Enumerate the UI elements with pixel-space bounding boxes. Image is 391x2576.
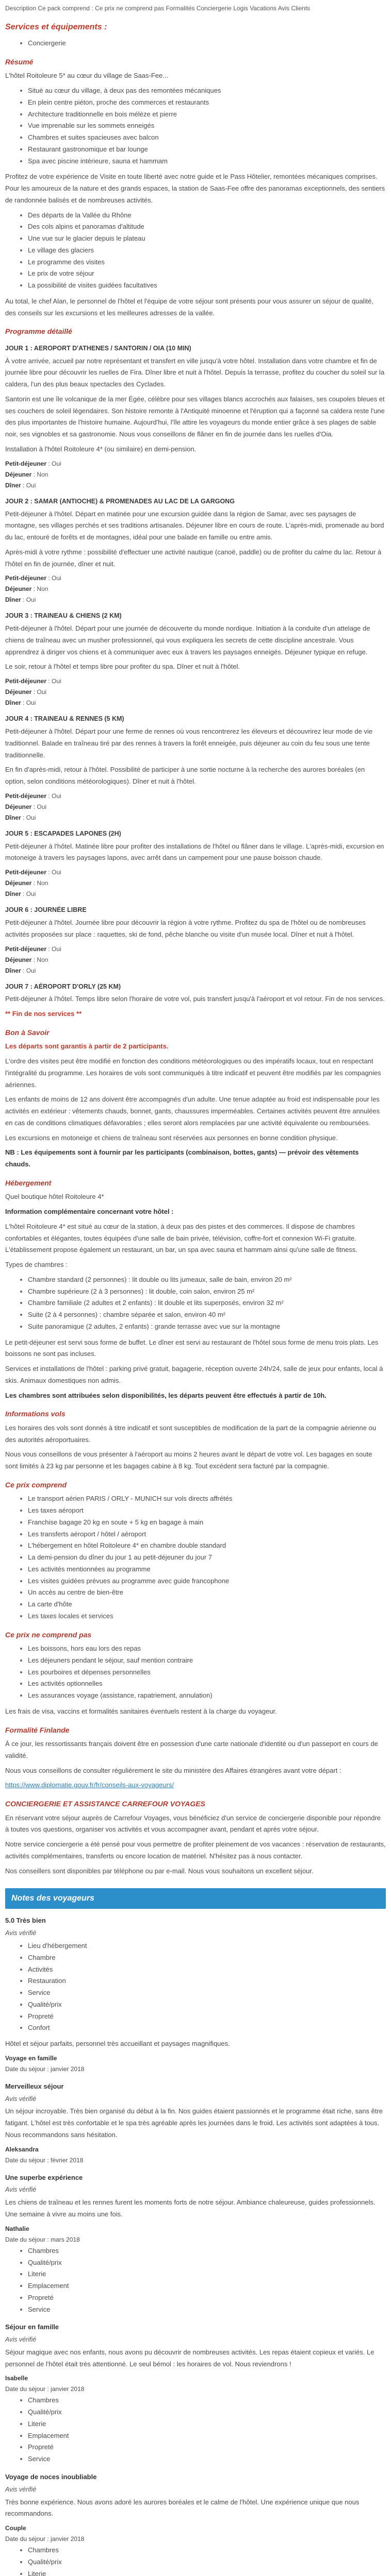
meta-value: Oui xyxy=(26,967,36,974)
list-item: • Les activités optionnelles xyxy=(28,1678,386,1690)
day-block xyxy=(5,343,386,491)
conciergerie-text: Notre service conciergerie a été pensé pour vous permettre de profiter pleinement de vos vacances : réservation de restaurants, activités complémentaires, transferts ou encore location de matériel. N'hésitez pas à nous contacter. xyxy=(5,1840,386,1860)
formalite-link[interactable] xyxy=(5,1780,386,1791)
list-item: • Spa avec piscine intérieure, sauna et hammam xyxy=(28,156,386,167)
meta-value: Oui xyxy=(26,699,36,707)
page xyxy=(5,0,386,2576)
meta-value: Oui xyxy=(26,481,36,489)
list-item: • Literie xyxy=(28,2268,386,2280)
prix-non-title: Ce prix ne comprend pas xyxy=(5,1630,92,1639)
list-item: • Le prix de votre séjour xyxy=(28,268,386,280)
day-meta: Déjeuner : Oui xyxy=(5,688,47,696)
services-list xyxy=(5,38,386,49)
list-item: • Le village des glaciers xyxy=(28,245,386,257)
day-text: Petit-déjeuner à l'hôtel. Départ en matinée pour une excursion guidée dans la région de Samar, avec ses paysages de montagne, ses villages perchés et ses traditions artisanales. Déjeuner libre en cours de route. L'après-midi, promenade au bord du lac, entouré de forêts et de montagnes, idéal pour une balade en famille ou entre amis. xyxy=(5,510,384,541)
day-text: Petit-déjeuner à l'hôtel. Journée libre pour découvrir la région à votre rythme. Profitez du spa de l'hôtel ou de nombreuses activités proposées sur place : raquettes, ski de fond, pêche blanche ou visite d'un musée local. Dîner et nuit à l'hôtel. xyxy=(5,919,366,938)
day-title: JOUR 3 : TRAINEAU & CHIENS (2 KM) xyxy=(5,612,122,620)
list-item: • Service xyxy=(28,2453,386,2465)
meta-value: Oui xyxy=(52,945,61,953)
meta-label: Petit-déjeuner xyxy=(5,574,47,582)
list-item: • Les taxes aéroport xyxy=(28,1505,386,1517)
meta-value: Oui xyxy=(52,792,61,800)
list-item: • Activités xyxy=(28,1964,386,1976)
diplomatie-link[interactable]: https://www.diplomatie.gouv.fr/fr/conseils-aux-voyageurs/ xyxy=(5,1781,174,1789)
info-text: Les horaires des vols sont donnés à titre indicatif et sont susceptibles de modification de la part de la compagnie aérienne ou des autorités aéroportuaires. xyxy=(5,1423,377,1444)
list-item: • Une vue sur le glacier depuis le plateau xyxy=(28,233,386,245)
review-sub: Avis vérifié xyxy=(5,2186,37,2194)
resume-list-2 xyxy=(5,210,386,292)
meta-value: Non xyxy=(37,879,48,887)
rooms-list xyxy=(5,1274,386,1333)
heb-text: L'hôtel Roitoleure 4* est situé au cœur de la station, à deux pas des pistes et des commerces. Il dispose de chambres confortables et élégantes, toutes équipées d'une salle de bain privée, télévision, coffre-fort et connexion Wi-Fi gratuite. L'établissement propose également un restaurant, un bar, un spa avec sauna et hammam ainsi qu'une salle de fitness. xyxy=(5,1222,357,1254)
review-criteria xyxy=(5,1940,386,2034)
meta-label: Petit-déjeuner xyxy=(5,677,47,685)
review-criteria xyxy=(5,2395,386,2465)
list-item: • Literie xyxy=(28,2418,386,2430)
review-text: Les chiens de traîneau et les rennes furent les moments forts de notre séjour. Ambiance chaleureuse, guides professionnels. Une semaine à vivre au moins une fois. xyxy=(5,2198,376,2218)
list-item: • Le transport aérien PARIS / ORLY - MUNICH sur vols directs affrétés xyxy=(28,1493,386,1505)
list-item: • Qualité/prix xyxy=(28,2257,386,2269)
prix-non-list xyxy=(5,1643,386,1702)
services-title: Services et équipements : xyxy=(5,23,107,31)
heb-text: Le petit-déjeuner est servi sous forme de buffet. Le dîner est servi au restaurant de l'hôtel sous forme de menu trois plats. Les boissons ne sont pas incluses. xyxy=(5,1338,379,1358)
list-item: • Les pourboires et dépenses personnelles xyxy=(28,1667,386,1679)
review-title: Merveilleux séjour xyxy=(5,2082,64,2090)
meta-value: Non xyxy=(37,470,48,478)
review-text: Hôtel et séjour parfaits, personnel très accueillant et paysages magnifiques. xyxy=(5,2040,230,2047)
list-item: • Chambre familiale (2 adultes et 2 enfants) : lit double et lits superposés, environ 32 m² xyxy=(28,1297,386,1309)
list-item: • Situé au cœur du village, à deux pas des remontées mécaniques xyxy=(28,85,386,97)
list-item: • Confort xyxy=(28,2022,386,2034)
prix-comprend-list xyxy=(5,1493,386,1622)
list-item: • Service xyxy=(28,1987,386,1999)
list-item: • Qualité/prix xyxy=(28,1999,386,2011)
list-item: • Emplacement xyxy=(28,2280,386,2292)
list-item: • Les assurances voyage (assistance, rapatriement, annulation) xyxy=(28,1690,386,1702)
list-item: • Des cols alpins et panoramas d'altitude xyxy=(28,221,386,233)
day-text: Petit-déjeuner à l'hôtel. Matinée libre pour profiter des installations de l'hôtel ou flâner dans le village. L'après-midi, excursion en motoneige à travers les paysages lapons, avec arrêt dans un campement pour une pause boisson chaude. xyxy=(5,842,384,862)
review-sub: Avis vérifié xyxy=(5,2336,37,2343)
review-block xyxy=(5,2081,386,2166)
bon-note: NB : Les équipements sont à fournir par les participants (combinaison, bottes, gants) — prévoir des vêtements chauds. xyxy=(5,1148,359,1168)
heb-note: Les chambres sont attribuées selon disponibilités, les départs peuvent être effectués à partir de 10h. xyxy=(5,1391,327,1399)
day-title: JOUR 6 : JOURNÉE LIBRE xyxy=(5,906,87,914)
meta-value: Oui xyxy=(26,814,36,821)
review-text: Séjour magique avec nos enfants, nous avons pu découvrir de nombreuses activités. Les repas étaient copieux et variés. Le personnel de l'hôtel était très attentionné. Le seul bémol : les horaires de vol. Nous reviendrons ! xyxy=(5,2348,374,2368)
day-title: JOUR 1 : AEROPORT D'ATHENES / SANTORIN / OIA (10 MIN) xyxy=(5,344,191,352)
day-title: JOUR 5 : ESCAPADES LAPONES (2H) xyxy=(5,829,121,837)
day-meta: Déjeuner : Non xyxy=(5,879,48,887)
meta-value: Oui xyxy=(52,460,61,467)
day-block xyxy=(5,611,386,708)
bon-title: Bon à Savoir xyxy=(5,1028,50,1037)
intro-line: Description Ce pack comprend : Ce prix ne comprend pas Formalités Conciergerie Logis Vacations Avis Clients xyxy=(5,5,311,12)
list-item: • Un accès au centre de bien-être xyxy=(28,1587,386,1599)
list-item: • L'hébergement en hôtel Roitoleure 4* en chambre double standard xyxy=(28,1540,386,1552)
programme-title: Programme détaillé xyxy=(5,327,72,336)
list-item: • Chambres xyxy=(28,2395,386,2406)
meta-value: Oui xyxy=(52,869,61,876)
end-note: ** Fin de nos services ** xyxy=(5,1010,82,1018)
list-item: • Chambre standard (2 personnes) : lit double ou lits jumeaux, salle de bain, environ 20 m² xyxy=(28,1274,386,1286)
list-item: • Chambres xyxy=(28,2545,386,2556)
review-text: Très bonne expérience. Nous avons adoré les aurores boréales et le calme de l'hôtel. Une expérience unique que nous recommandons. xyxy=(5,2498,360,2518)
list-item: • Restauration xyxy=(28,1975,386,1987)
day-meta: Dîner : Oui xyxy=(5,481,36,489)
day-title: JOUR 4 : TRAINEAU & RENNES (5 KM) xyxy=(5,715,124,723)
meta-label: Déjeuner xyxy=(5,956,32,963)
meta-label: Déjeuner xyxy=(5,585,32,593)
list-item: • La possibilité de visites guidées facultatives xyxy=(28,280,386,292)
meta-value: Oui xyxy=(52,677,61,685)
list-item: • Suite (2 à 4 personnes) : chambre séparée et salon, environ 40 m² xyxy=(28,1309,386,1321)
info-text: Nous vous conseillons de vous présenter à l'aéroport au moins 2 heures avant le départ de votre vol. Les bagages en soute sont limités à 23 kg par personne et les bagages cabine à 8 kg. Tout excédent sera facturé par la compagnie. xyxy=(5,1450,372,1470)
meta-label: Petit-déjeuner xyxy=(5,792,47,800)
meta-label: Dîner xyxy=(5,596,21,604)
list-item: • Propreté xyxy=(28,2292,386,2304)
list-item: • Le programme des visites xyxy=(28,257,386,268)
meta-label: Dîner xyxy=(5,890,21,898)
prix-comprend-title: Ce prix comprend xyxy=(5,1480,67,1489)
meta-label: Déjeuner xyxy=(5,879,32,887)
meta-label: Petit-déjeuner xyxy=(5,460,47,467)
info-title: Informations vols xyxy=(5,1410,66,1418)
day-text: Installation à l'hôtel Roitoleure 4* (ou similaire) en demi-pension. xyxy=(5,445,197,453)
meta-label: Déjeuner xyxy=(5,470,32,478)
day-meta: Dîner : Oui xyxy=(5,890,36,898)
resume-text: Profitez de votre expérience de Visite en toute liberté avec notre guide et le Pass Hôtelier, remontées mécaniques comprises. Pour les amoureux de la nature et des grands espaces, la station de Saas-Fee offre des panoramas exceptionnels, des sentiers de randonnée balisés et de nombreuses activités. xyxy=(5,173,385,204)
resume-text: L'hôtel Roitoleure 5* au cœur du village de Saas-Fee... xyxy=(5,72,169,80)
day-text: À votre arrivée, accueil par notre représentant et transfert en ville jusqu'à votre hôtel. Installation dans votre chambre et fin de journée libre pour découvrir les ruelles de Fira. Dîner libre et nuit à l'hôtel. Depuis la terrasse, profitez du coucher du soleil sur la caldera, l'un des plus beaux spectacles des Cyclades. xyxy=(5,357,385,388)
day-text: Après-midi à votre rythme : possibilité d'effectuer une activité nautique (canoë, paddle) ou de profiter du calme du lac. Retour à l'hôtel en fin de journée, dîner et nuit. xyxy=(5,548,382,568)
list-item: • Qualité/prix xyxy=(28,2556,386,2568)
list-item: • Architecture traditionnelle en bois mélèze et pierre xyxy=(28,109,386,121)
bon-text: Les enfants de moins de 12 ans doivent être accompagnés d'un adulte. Une tenue adaptée au froid est indispensable pour les activités en extérieur : vêtements chauds, bonnet, gants, chaussures imperméables. Certaines activités peuvent être annulées en cas de conditions climatiques défavorables ; elles seront alors remplacées par une activité équivalente ou remboursées. xyxy=(5,1095,380,1127)
day-meta: Petit-déjeuner : Oui xyxy=(5,677,61,685)
day-text: Petit-déjeuner à l'hôtel. Départ pour une journée de découverte du monde nordique. Initiation à la conduite d'un attelage de chiens de traîneau avec un musher professionnel, qui vous expliquera les secrets de cette discipline ancestrale. Vous apprendrez à diriger vos chiens et à communiquer avec eux à travers les paysages enneigés. Déjeuner typique en refuge. xyxy=(5,624,370,656)
list-item: • Chambre xyxy=(28,1952,386,1964)
review-title: Une superbe expérience xyxy=(5,2173,83,2181)
day-meta: Petit-déjeuner : Oui xyxy=(5,869,61,876)
day-text: Petit-déjeuner à l'hôtel. Départ pour une ferme de rennes où vous rencontrerez les éleveurs et découvrirez leur mode de vie traditionnel. Balade en traîneau tiré par des rennes à travers la forêt enneigée, puis déjeuner au coin du feu sous une tente traditionnelle. xyxy=(5,727,373,759)
list-item: • Lieu d'hébergement xyxy=(28,1940,386,1952)
meta-label: Dîner xyxy=(5,814,21,821)
list-item: • En plein centre piéton, proche des commerces et restaurants xyxy=(28,97,386,109)
day-text: Le soir, retour à l'hôtel et temps libre pour profiter du spa. Dîner et nuit à l'hôtel. xyxy=(5,663,240,671)
resume-list xyxy=(5,85,386,167)
review-block xyxy=(5,2471,386,2576)
day-meta: Dîner : Oui xyxy=(5,699,36,707)
review-text: Un séjour incroyable. Très bien organisé du début à la fin. Nos guides étaient passionnés et le programme était riche, sans être fatigant. L'hôtel est très confortable et le spa très agréable après les journées dans le froid. Les activités sont adaptées à tous. Nous recommandons sans hésitation. xyxy=(5,2107,383,2139)
day-meta: Dîner : Oui xyxy=(5,967,36,974)
day-meta: Petit-déjeuner : Oui xyxy=(5,574,61,582)
heb-text: Services et installations de l'hôtel : parking privé gratuit, bagagerie, réception ouverte 24h/24, salle de jeux pour enfants, local à skis. Animaux domestiques non admis. xyxy=(5,1365,383,1384)
list-item: • Les déjeuners pendant le séjour, sauf mention contraire xyxy=(28,1655,386,1667)
meta-label: Dîner xyxy=(5,481,21,489)
conciergerie-text: En réservant votre séjour auprès de Carrefour Voyages, vous bénéficiez d'un service de conciergerie disponible pour répondre à toutes vos questions, organiser vos activités et vous accompagner avant, pendant et après votre séjour. xyxy=(5,1814,381,1834)
review-author: Nathalie xyxy=(5,2225,29,2232)
meta-label: Déjeuner xyxy=(5,803,32,810)
heb-subtitle: Information complémentaire concernant votre hôtel : xyxy=(5,1208,174,1216)
conciergerie-text: Nos conseillers sont disponibles par téléphone ou par e-mail. Nous vous souhaitons un excellent séjour. xyxy=(5,1867,314,1875)
review-author: Isabelle xyxy=(5,2375,28,2382)
day-meta: Déjeuner : Oui xyxy=(5,803,47,810)
day-meta: Déjeuner : Non xyxy=(5,470,48,478)
day-meta: Petit-déjeuner : Oui xyxy=(5,792,61,800)
day-block xyxy=(5,905,386,976)
day-text: En fin d'après-midi, retour à l'hôtel. Possibilité de participer à une sortie nocturne à la recherche des aurores boréales (en option, selon conditions météorologiques). Dîner et nuit à l'hôtel. xyxy=(5,766,365,785)
meta-value: Non xyxy=(37,585,48,593)
review-sub: Avis vérifié xyxy=(5,1929,37,1937)
meta-value: Non xyxy=(37,956,48,963)
review-block xyxy=(5,2321,386,2465)
review-date: Date du séjour : mars 2018 xyxy=(5,2235,80,2243)
day-meta: Petit-déjeuner : Oui xyxy=(5,460,61,467)
meta-value: Oui xyxy=(37,803,47,810)
list-item: • Les activités mentionnées au programme xyxy=(28,1564,386,1575)
day-block xyxy=(5,714,386,823)
meta-label: Déjeuner xyxy=(5,688,32,696)
list-item: • Qualité/prix xyxy=(28,2406,386,2418)
review-date: Date du séjour : février 2018 xyxy=(5,2156,84,2164)
list-item: • Les transferts aéroport / hôtel / aéroport xyxy=(28,1529,386,1540)
review-author: Couple xyxy=(5,2524,26,2532)
resume-text: Au total, le chef Alan, le personnel de l'hôtel et l'équipe de votre séjour sont présents pour vous assurer un séjour de qualité, des conseils sur les excursions et les meilleures adresses de la vallée. xyxy=(5,297,373,317)
formalite-title: Formalité Finlande xyxy=(5,1725,70,1734)
services-item: • Conciergerie xyxy=(28,38,386,49)
list-item: • Des départs de la Vallée du Rhône xyxy=(28,210,386,222)
list-item: • Chambres xyxy=(28,2245,386,2257)
meta-value: Oui xyxy=(52,574,61,582)
day-meta: Déjeuner : Non xyxy=(5,585,48,593)
review-criteria xyxy=(5,2245,386,2316)
review-date: Date du séjour : janvier 2018 xyxy=(5,2535,85,2543)
list-item: • Les taxes locales et services xyxy=(28,1611,386,1622)
bon-text: Les excursions en motoneige et chiens de traîneau sont réservées aux personnes en bonne condition physique. xyxy=(5,1133,338,1142)
heb-text: Quel boutique hôtel Roitoleure 4* xyxy=(5,1193,104,1201)
day-text: Santorin est une île volcanique de la mer Égée, célèbre pour ses villages blancs accrochés aux falaises, ses coupoles bleues et ses couchers de soleil légendaires. Son histoire remonte à l'Antiquité minoenne et l'éruption qui a façonné sa caldera reste l'une des plus importantes de l'histoire humaine. Aujourd'hui, l'île attire les voyageurs du monde entier grâce à ses plages de sable noir, ses vignobles et sa gastronomie. Nous vous conseillons de flâner en fin de journée dans les ruelles d'Oia. xyxy=(5,395,385,438)
day-title: JOUR 2 : SAMAR (ANTIOCHE) & PROMENADES AU LAC DE LA GARGONG xyxy=(5,497,235,505)
notes-banner: Notes des voyageurs xyxy=(5,1888,386,1909)
day-meta: Dîner : Oui xyxy=(5,814,36,821)
conciergerie-title: CONCIERGERIE ET ASSISTANCE CARREFOUR VOYAGES xyxy=(5,1800,205,1808)
list-item: • Emplacement xyxy=(28,2430,386,2442)
meta-label: Dîner xyxy=(5,967,21,974)
resume-title: Résumé xyxy=(5,57,34,66)
list-item: • Propreté xyxy=(28,2011,386,2023)
day-block xyxy=(5,981,386,1020)
list-item: • Vue imprenable sur les sommets enneigés xyxy=(28,120,386,132)
day-meta: Dîner : Oui xyxy=(5,596,36,604)
bon-highlight: Les départs sont garantis à partir de 2 participants. xyxy=(5,1042,169,1050)
review-title: 5.0 Très bien xyxy=(5,1917,46,1925)
list-item: • La demi-pension du dîner du jour 1 au petit-déjeuner du jour 7 xyxy=(28,1552,386,1564)
day-text: Petit-déjeuner à l'hôtel. Temps libre selon l'horaire de votre vol, puis transfert jusqu'à l'aéroport et vol retour. Fin de nos services. xyxy=(5,995,385,1003)
prix-non-text: Les frais de visa, vaccins et formalités sanitaires éventuels restent à la charge du voyageur. xyxy=(5,1707,277,1715)
review-sub: Avis vérifié xyxy=(5,2485,37,2493)
review-author: Aleksandra xyxy=(5,2145,39,2153)
meta-label: Petit-déjeuner xyxy=(5,945,47,953)
review-date: Date du séjour : janvier 2018 xyxy=(5,2065,85,2073)
meta-value: Oui xyxy=(26,596,36,604)
formalite-text: Nous vous conseillons de consulter régulièrement le site du ministère des Affaires étrangères avant votre départ : xyxy=(5,1766,341,1774)
list-item: • Chambre supérieure (2 à 3 personnes) : lit double, coin salon, environ 25 m² xyxy=(28,1286,386,1298)
bon-text: L'ordre des visites peut être modifié en fonction des conditions météorologiques ou des impératifs locaux, tout en respectant l'intégralité du programme. Les horaires de vols sont communiqués à titre indicatif et peuvent être modifiés par les compagnies aériennes. xyxy=(5,1057,381,1089)
review-criteria xyxy=(5,2545,386,2576)
list-item: • Chambres et suites spacieuses avec balcon xyxy=(28,132,386,144)
list-item: • Literie xyxy=(28,2568,386,2576)
list-item: • Les boissons, hors eau lors des repas xyxy=(28,1643,386,1655)
day-block xyxy=(5,828,386,900)
heb-title: Hébergement xyxy=(5,1178,52,1187)
review-block xyxy=(5,2172,386,2316)
meta-label: Dîner xyxy=(5,699,21,707)
list-item: • Propreté xyxy=(28,2442,386,2453)
review-block xyxy=(5,1915,386,2074)
meta-value: Oui xyxy=(37,688,47,696)
list-item: • Les visites guidées prévues au programme avec guide francophone xyxy=(28,1575,386,1587)
review-title: Voyage de noces inoubliable xyxy=(5,2472,97,2481)
list-item: • La carte d'hôte xyxy=(28,1599,386,1611)
list-item: • Restaurant gastronomique et bar lounge xyxy=(28,144,386,156)
review-sub: Avis vérifié xyxy=(5,2095,37,2103)
review-title: Séjour en famille xyxy=(5,2323,59,2331)
review-date: Date du séjour : janvier 2018 xyxy=(5,2385,85,2393)
heb-text: Types de chambres : xyxy=(5,1261,68,1269)
day-title: JOUR 7 : AÉROPORT D'ORLY (25 KM) xyxy=(5,982,121,990)
meta-value: Oui xyxy=(26,890,36,898)
list-item: • Service xyxy=(28,2304,386,2316)
day-block xyxy=(5,496,386,606)
meta-label: Petit-déjeuner xyxy=(5,869,47,876)
list-item: • Suite panoramique (2 adultes, 2 enfants) : grande terrasse avec vue sur la montagne xyxy=(28,1321,386,1333)
formalite-text: À ce jour, les ressortissants français doivent être en possession d'une carte nationale d'identité ou d'un passeport en cours de validité. xyxy=(5,1740,378,1759)
day-meta: Déjeuner : Non xyxy=(5,956,48,963)
review-author: Voyage en famille xyxy=(5,2054,57,2062)
list-item: • Franchise bagage 20 kg en soute + 5 kg en bagage à main xyxy=(28,1517,386,1529)
day-meta: Petit-déjeuner : Oui xyxy=(5,945,61,953)
